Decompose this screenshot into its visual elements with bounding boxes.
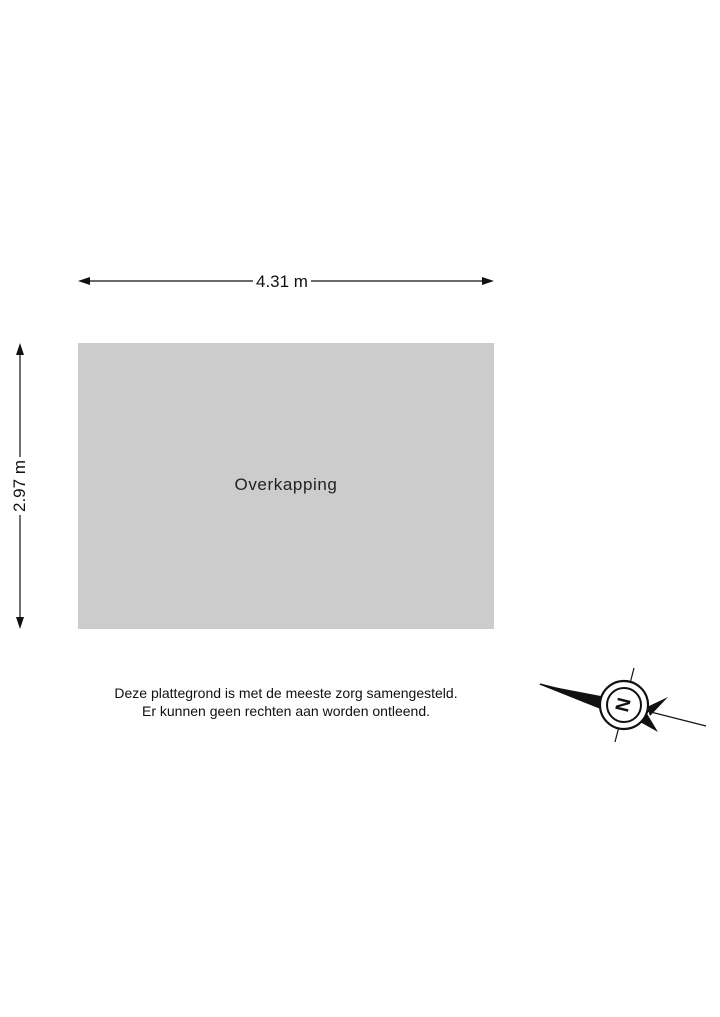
room-overkapping [78, 343, 494, 629]
arrow-left-icon [78, 277, 90, 285]
room-label: Overkapping [234, 475, 338, 494]
arrow-up-icon [16, 343, 24, 355]
width-dimension-label: 4.31 m [253, 272, 311, 292]
compass-icon [538, 668, 706, 742]
arrow-right-icon [482, 277, 494, 285]
disclaimer [78, 684, 494, 720]
disclaimer-line-1: Deze plattegrond is met de meeste zorg samengesteld. [114, 685, 458, 701]
height-dimension-label: 2.97 m [10, 457, 30, 515]
compass-letter: N [612, 695, 636, 715]
arrow-down-icon [16, 617, 24, 629]
disclaimer-line-2: Er kunnen geen rechten aan worden ontleend. [142, 703, 430, 719]
